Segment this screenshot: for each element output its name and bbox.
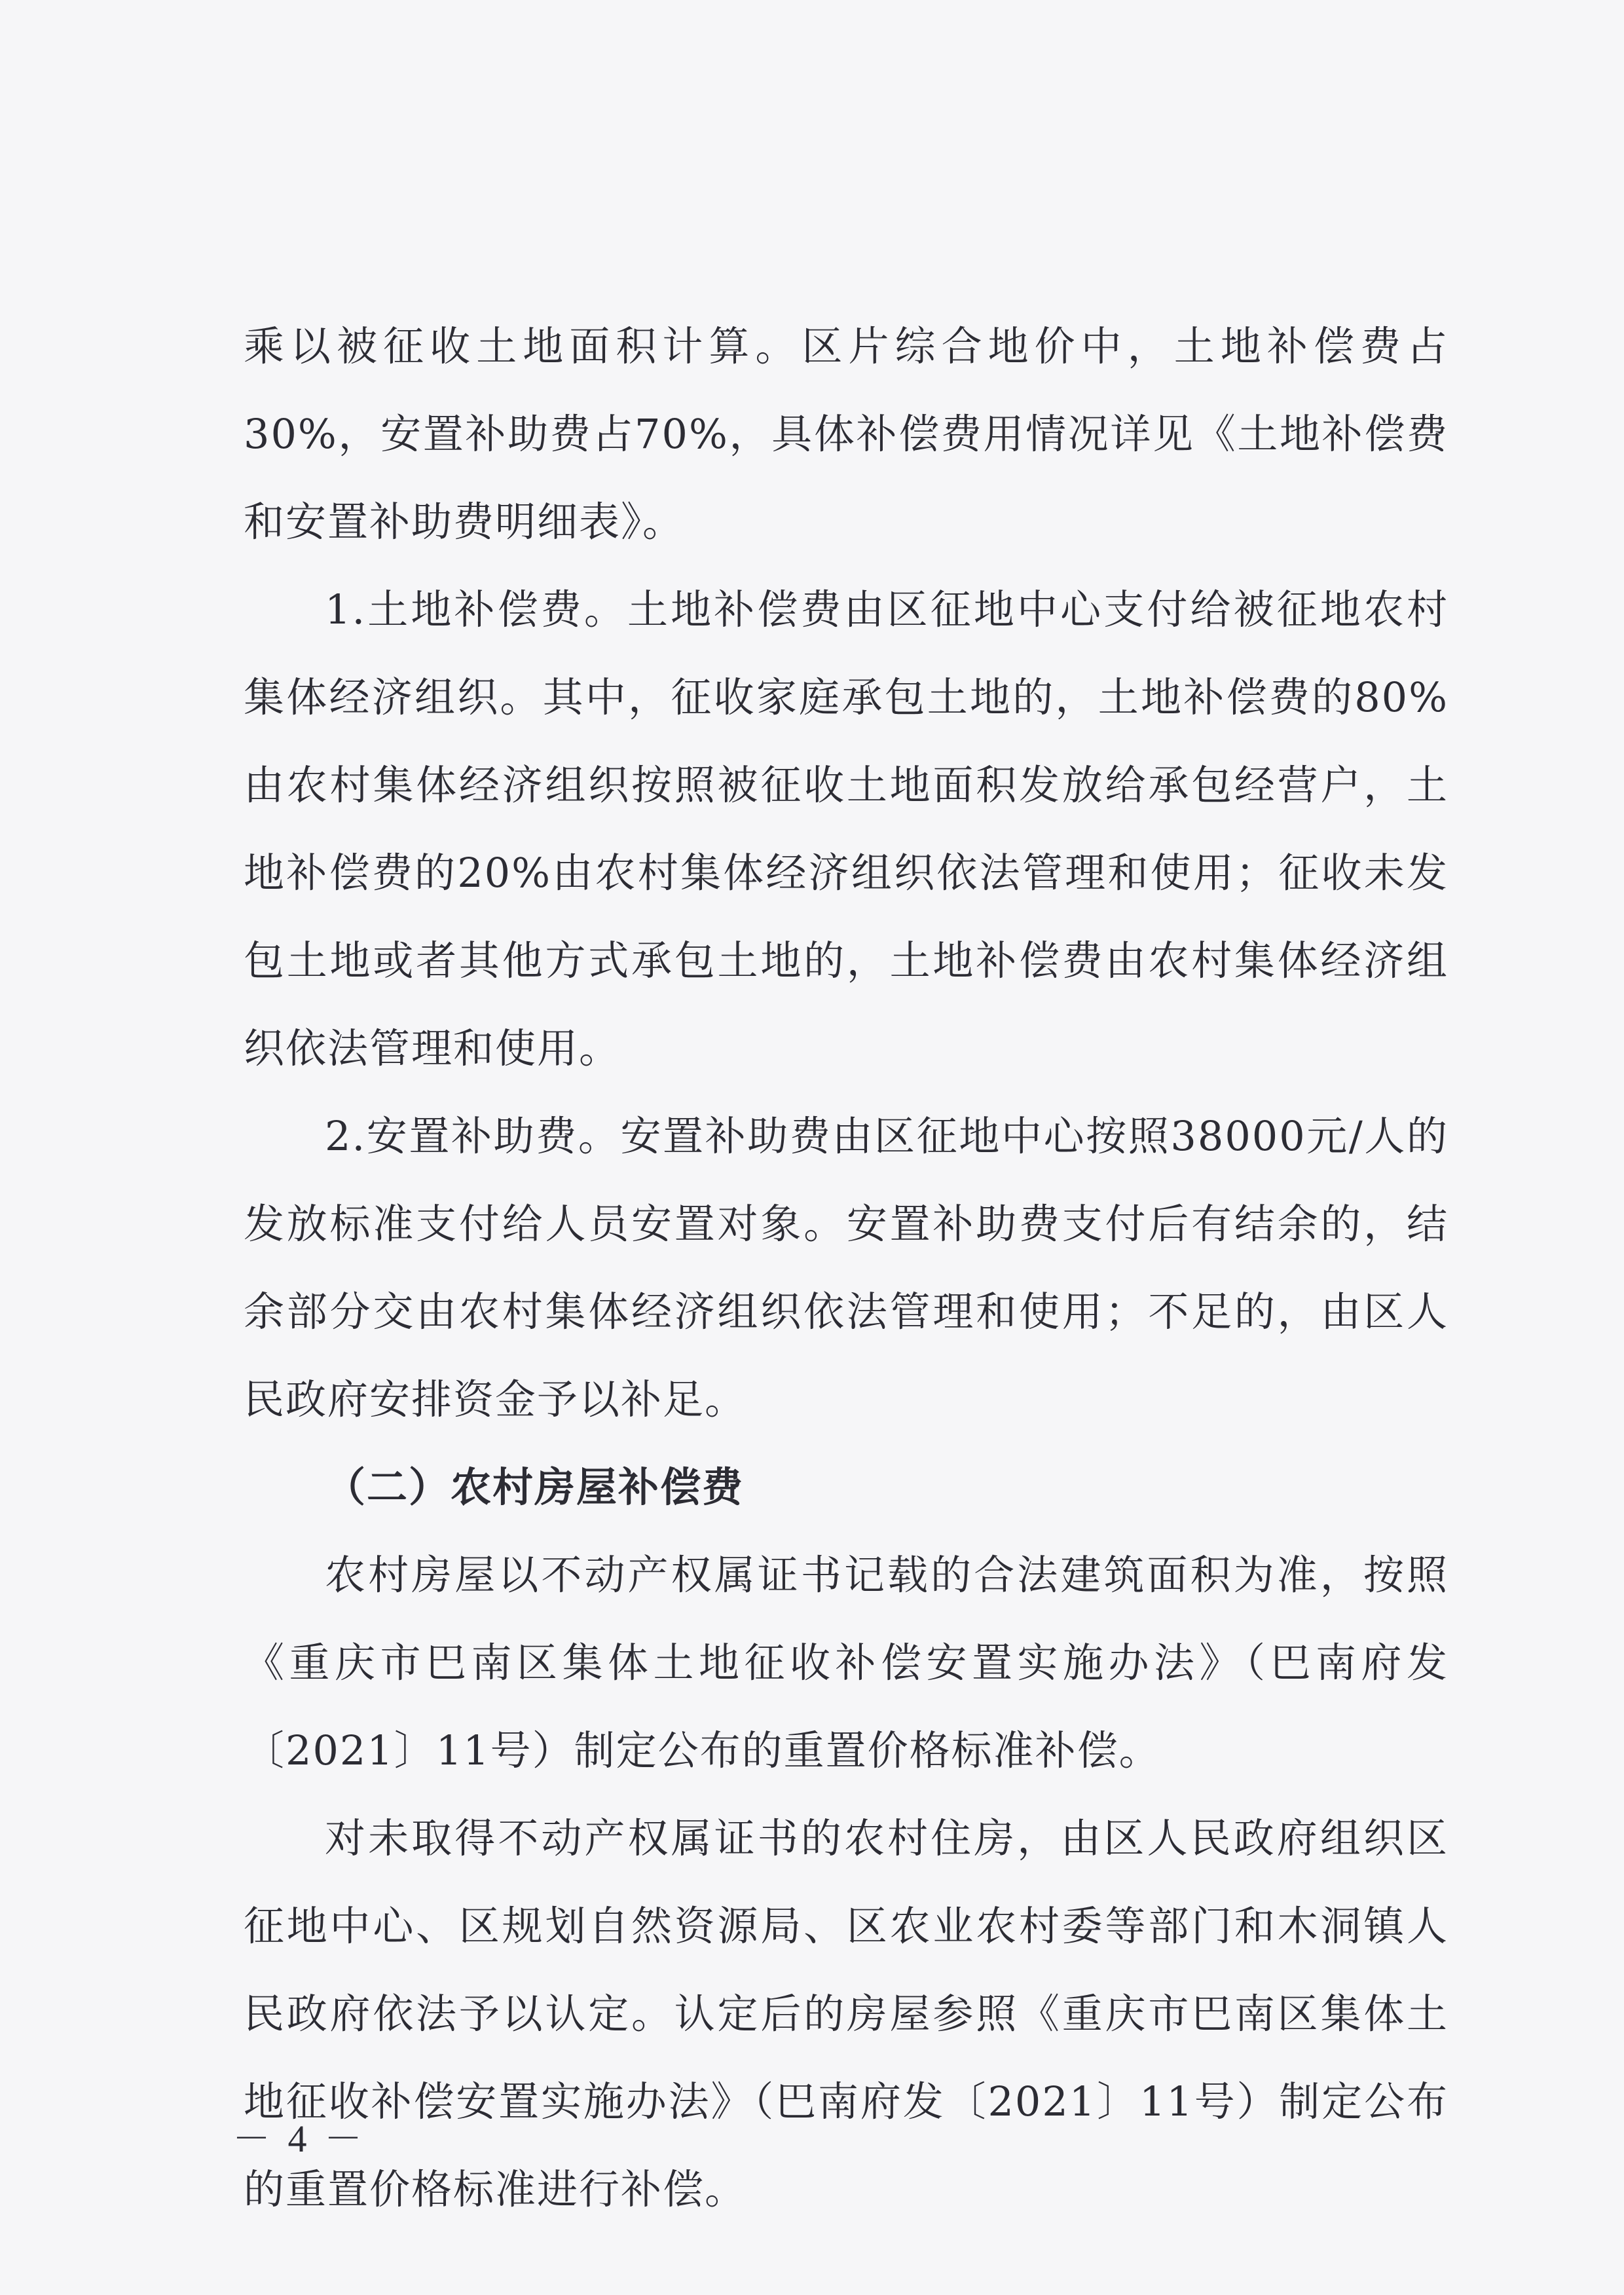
paragraph-housing-compensation: 农村房屋以不动产权属证书记载的合法建筑面积为准，按照《重庆市巴南区集体土地征收补偿安置实施办法》（巴南府发〔2021〕11号）制定公布的重置价格标准补偿。	[244, 1551, 1449, 1774]
page-number: － 4 －	[232, 2118, 367, 2160]
paragraph-uncertified-housing: 对未取得不动产权属证书的农村住房，由区人民政府组织区征地中心、区规划自然资源局、区农业农村委等部门和木洞镇人民政府依法予以认定。认定后的房屋参照《重庆市巴南区集体土地征收补偿安置实施办法》（巴南府发〔2021〕11号）制定公布的重置价格标准进行补偿。	[244, 1814, 1449, 2213]
section-heading-rural-housing: （二）农村房屋补偿费	[325, 1463, 745, 1511]
body-text	[244, 303, 1449, 2233]
paragraph-continuation: 乘以被征收土地面积计算。区片综合地价中，土地补偿费占30%，安置补助费占70%，具体补偿费用情况详见《土地补偿费和安置补助费明细表》。	[244, 322, 1449, 546]
paragraph-land-compensation: 1.土地补偿费。土地补偿费由区征地中心支付给被征地农村集体经济组织。其中，征收家庭承包土地的，土地补偿费的80%由农村集体经济组织按照被征收土地面积发放给承包经营户，土地补偿费的20%由农村集体经济组织依法管理和使用；征收未发包土地或者其他方式承包土地的，土地补偿费由农村集体经济组织依法管理和使用。	[244, 586, 1449, 1072]
paragraph-resettlement-subsidy: 2.安置补助费。安置补助费由区征地中心按照38000元/人的发放标准支付给人员安置对象。安置补助费支付后有结余的，结余部分交由农村集体经济组织依法管理和使用；不足的，由区人民政府安排资金予以补足。	[244, 1112, 1449, 1423]
